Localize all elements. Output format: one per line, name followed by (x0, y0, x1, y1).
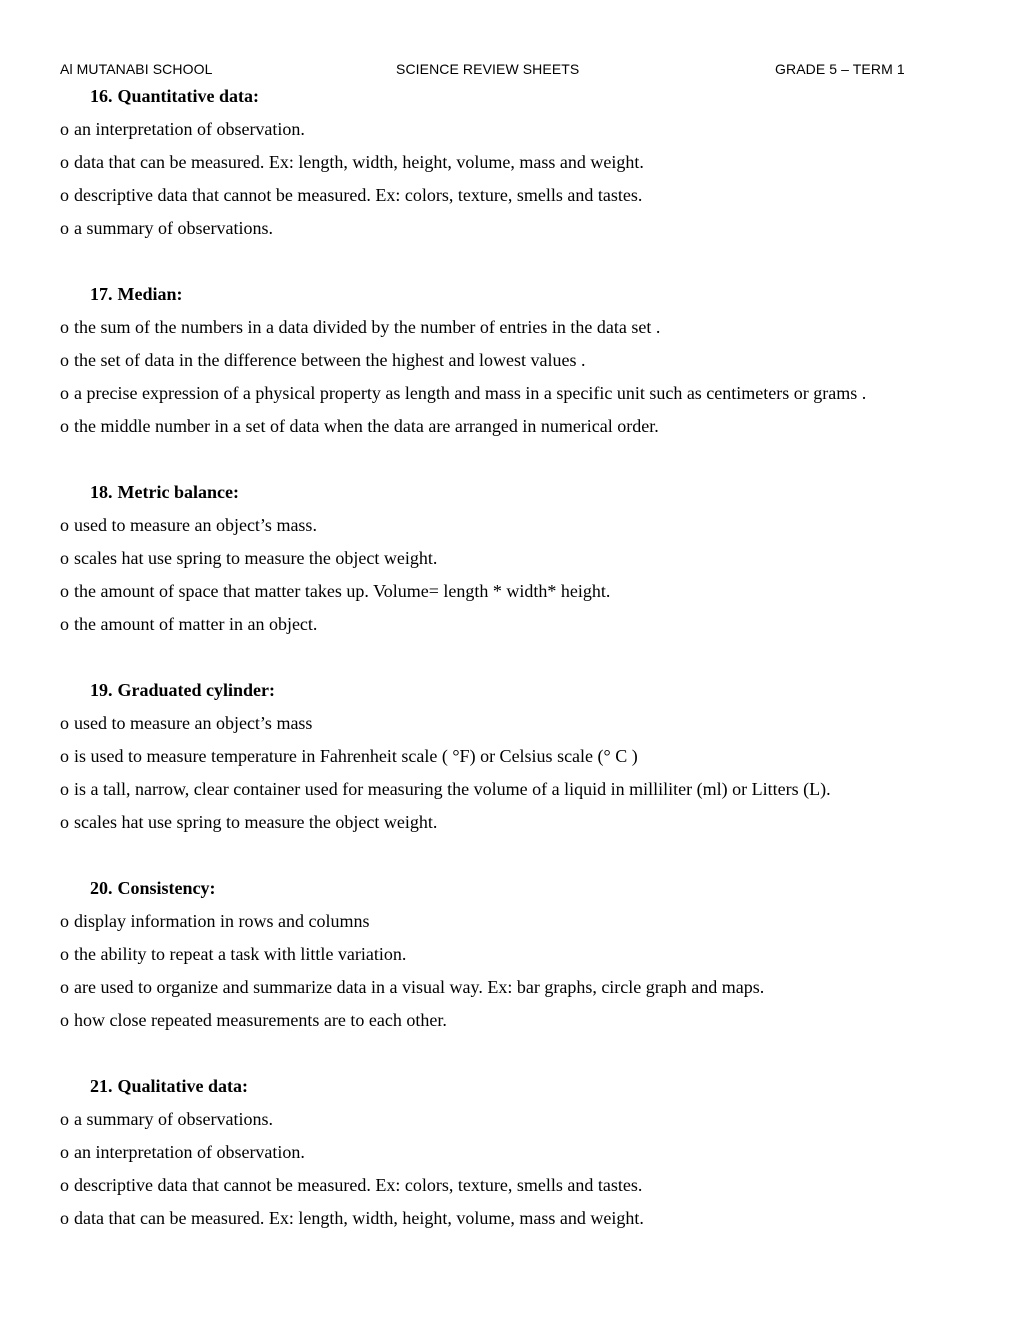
option-text: is used to measure temperature in Fahrenheit scale ( °F) or Celsius scale (° C ) (74, 746, 638, 766)
option-text: the amount of space that matter takes up. Volume= length * width* height. (74, 581, 611, 601)
option-bullet: o (60, 548, 69, 568)
option-bullet: o (60, 977, 69, 997)
option-text: an interpretation of observation. (74, 1142, 305, 1162)
answer-option[interactable] (60, 413, 980, 446)
question-number: 16. (90, 86, 113, 106)
answer-option[interactable] (60, 809, 980, 842)
answer-option[interactable] (60, 545, 980, 578)
option-bullet: o (60, 1010, 69, 1030)
question-number: 18. (90, 482, 113, 502)
answer-option[interactable] (60, 380, 980, 413)
option-bullet: o (60, 1142, 69, 1162)
option-text: scales hat use spring to measure the object weight. (74, 548, 438, 568)
option-bullet: o (60, 746, 69, 766)
answer-option[interactable] (60, 347, 980, 380)
answer-option[interactable] (60, 1106, 980, 1139)
option-text: how close repeated measurements are to each other. (74, 1010, 447, 1030)
question-17 (60, 281, 980, 446)
option-text: an interpretation of observation. (74, 119, 305, 139)
option-text: the middle number in a set of data when the data are arranged in numerical order. (74, 416, 659, 436)
option-bullet: o (60, 812, 69, 832)
option-text: the ability to repeat a task with little variation. (74, 944, 407, 964)
option-text: data that can be measured. Ex: length, width, height, volume, mass and weight. (74, 1208, 644, 1228)
grade-term: GRADE 5 – TERM 1 (775, 61, 905, 77)
option-text: used to measure an object’s mass (74, 713, 313, 733)
answer-option[interactable] (60, 578, 980, 611)
question-20 (60, 875, 980, 1040)
question-title (60, 83, 980, 116)
answer-option[interactable] (60, 776, 980, 809)
option-bullet: o (60, 944, 69, 964)
option-bullet: o (60, 614, 69, 634)
option-bullet: o (60, 119, 69, 139)
question-term: Graduated cylinder: (117, 680, 275, 700)
answer-option[interactable] (60, 941, 980, 974)
answer-option[interactable] (60, 1172, 980, 1205)
question-term: Qualitative data: (117, 1076, 248, 1096)
option-bullet: o (60, 1175, 69, 1195)
option-text: display information in rows and columns (74, 911, 370, 931)
option-bullet: o (60, 185, 69, 205)
answer-option[interactable] (60, 116, 980, 149)
option-text: used to measure an object’s mass. (74, 515, 317, 535)
option-bullet: o (60, 317, 69, 337)
answer-option[interactable] (60, 908, 980, 941)
answer-option[interactable] (60, 710, 980, 743)
option-text: a summary of observations. (74, 218, 273, 238)
question-number: 20. (90, 878, 113, 898)
option-bullet: o (60, 416, 69, 436)
answer-option[interactable] (60, 1139, 980, 1172)
option-text: a precise expression of a physical property as length and mass in a specific unit such as centimeters or grams . (74, 383, 867, 403)
option-text: is a tall, narrow, clear container used for measuring the volume of a liquid in milliliter (ml) or Litters (L). (74, 779, 831, 799)
option-bullet: o (60, 581, 69, 601)
question-21 (60, 1073, 980, 1238)
question-19 (60, 677, 980, 842)
option-text: scales hat use spring to measure the object weight. (74, 812, 438, 832)
question-term: Median: (117, 284, 183, 304)
page-header (60, 61, 920, 81)
option-text: descriptive data that cannot be measured. Ex: colors, texture, smells and tastes. (74, 1175, 643, 1195)
question-18 (60, 479, 980, 644)
option-text: descriptive data that cannot be measured. Ex: colors, texture, smells and tastes. (74, 185, 643, 205)
answer-option[interactable] (60, 314, 980, 347)
option-bullet: o (60, 713, 69, 733)
option-text: the amount of matter in an object. (74, 614, 318, 634)
question-number: 19. (90, 680, 113, 700)
option-bullet: o (60, 218, 69, 238)
option-text: data that can be measured. Ex: length, width, height, volume, mass and weight. (74, 152, 644, 172)
question-term: Consistency: (117, 878, 216, 898)
option-bullet: o (60, 152, 69, 172)
sheet-title: SCIENCE REVIEW SHEETS (396, 61, 580, 77)
answer-option[interactable] (60, 974, 980, 1007)
option-text: a summary of observations. (74, 1109, 273, 1129)
answer-option[interactable] (60, 512, 980, 545)
option-bullet: o (60, 515, 69, 535)
question-term: Quantitative data: (117, 86, 259, 106)
answer-option[interactable] (60, 1007, 980, 1040)
question-number: 17. (90, 284, 113, 304)
option-bullet: o (60, 779, 69, 799)
answer-option[interactable] (60, 182, 980, 215)
questions-list (60, 83, 980, 1271)
school-name: Al MUTANABI SCHOOL (60, 61, 213, 77)
option-bullet: o (60, 383, 69, 403)
question-title (60, 281, 980, 314)
question-16 (60, 83, 980, 248)
option-bullet: o (60, 1109, 69, 1129)
answer-option[interactable] (60, 743, 980, 776)
answer-option[interactable] (60, 611, 980, 644)
option-bullet: o (60, 350, 69, 370)
question-title (60, 479, 980, 512)
option-text: are used to organize and summarize data in a visual way. Ex: bar graphs, circle graph and maps. (74, 977, 765, 997)
option-bullet: o (60, 911, 69, 931)
question-title (60, 875, 980, 908)
answer-option[interactable] (60, 1205, 980, 1238)
option-text: the set of data in the difference between the highest and lowest values . (74, 350, 586, 370)
answer-option[interactable] (60, 149, 980, 182)
question-term: Metric balance: (117, 482, 239, 502)
question-number: 21. (90, 1076, 113, 1096)
answer-option[interactable] (60, 215, 980, 248)
option-bullet: o (60, 1208, 69, 1228)
question-title (60, 1073, 980, 1106)
option-text: the sum of the numbers in a data divided by the number of entries in the data set . (74, 317, 661, 337)
question-title (60, 677, 980, 710)
